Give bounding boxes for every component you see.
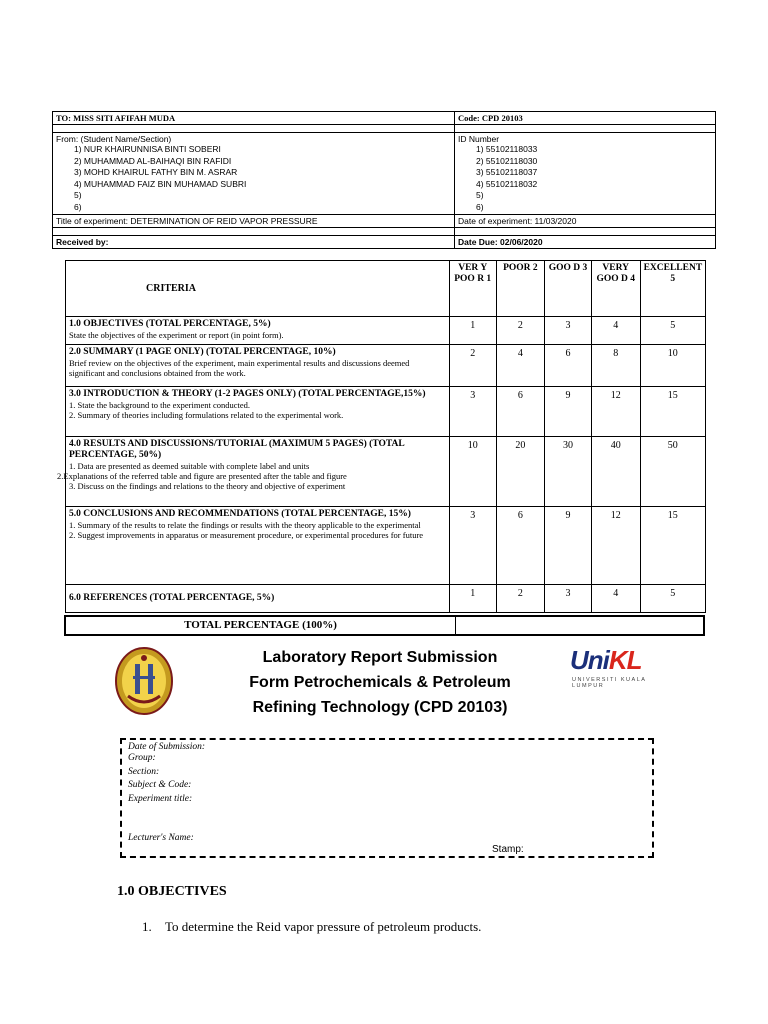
cover-title-line-1: Laboratory Report Submission [262,649,498,666]
criteria-title: 5.0 CONCLUSIONS AND RECOMMENDATIONS (TOTAL PERCENTAGE, 15%) [69,509,411,519]
criteria-header: CRITERIA [66,261,450,317]
score-cell: 10 [449,437,496,507]
score-cell: 2 [496,585,545,613]
level-header: EXCELLENT 5 [640,261,705,317]
score-cell: 40 [591,437,640,507]
student-5: 5) [74,190,82,200]
score-cell: 3 [449,387,496,437]
id-2: 2) 55102118030 [476,155,538,166]
to-field: TO: MISS SITI AFIFAH MUDA [53,112,455,125]
criteria-row [66,345,706,387]
id-5: 5) [476,190,484,200]
criteria-title: 6.0 REFERENCES (TOTAL PERCENTAGE, 5%) [69,593,275,603]
score-cell: 30 [545,437,592,507]
score-cell: 2 [449,345,496,387]
id-3: 3) 55102118037 [476,167,538,177]
score-cell: 6 [496,507,545,585]
student-2: 2) MUHAMMAD AL-BAIHAQI BIN RAFIDI [74,155,232,166]
id-4: 4) 55102118032 [476,178,538,189]
criteria-desc: 1. Data are presented as deemed suitable with complete label and units [69,461,310,471]
score-cell: 1 [449,317,496,345]
total-percentage-label: TOTAL PERCENTAGE (100%) [66,617,456,634]
score-cell: 15 [640,387,705,437]
score-cell: 20 [496,437,545,507]
cover-title-line-2: Form Petrochemicals & Petroleum [249,674,511,691]
criteria-row [66,507,706,585]
score-cell: 15 [640,507,705,585]
score-cell: 4 [591,317,640,345]
criteria-row [66,585,706,613]
score-cell: 2 [496,317,545,345]
criteria-desc: 1. Summary of the results to relate the findings or results with the theory applicable to the experimental [69,520,421,530]
date-due-field: Date Due: 02/06/2020 [455,236,716,249]
score-cell: 1 [449,585,496,613]
university-crest-logo [114,646,174,716]
level-header: VER Y POO R 1 [449,261,496,317]
marking-criteria-table [57,260,706,613]
level-header: GOO D 3 [545,261,592,317]
criteria-row [66,437,706,507]
criteria-desc: 3. Discuss on the findings and relations to the theory and objective of experiment [69,481,346,491]
form-date-label: Date of Submission: [128,742,206,752]
criteria-desc: 2. Summary of theories including formulations related to the experimental work. [69,410,344,420]
stamp-label: Stamp: [492,844,524,855]
score-cell: 4 [591,585,640,613]
cover-title-line-3: Refining Technology (CPD 20103) [252,699,508,716]
submission-form-box [120,738,654,858]
code-field: Code: CPD 20103 [455,112,716,125]
score-cell: 8 [591,345,640,387]
student-6: 6) [74,201,82,212]
objectives-heading: 1.0 OBJECTIVES [117,884,227,899]
score-cell: 50 [640,437,705,507]
objective-item: To determine the Reid vapor pressure of petroleum products. [165,919,482,934]
criteria-row [66,387,706,437]
criteria-desc: 2.Explanations of the referred table and figure are presented after the table and figure [57,471,347,481]
criteria-title: 3.0 INTRODUCTION & THEORY (1-2 PAGES ONLY) (TOTAL PERCENTAGE,15%) [69,389,426,399]
score-cell: 12 [591,387,640,437]
students-cell [53,133,455,215]
level-header: VERY GOO D 4 [591,261,640,317]
criteria-title: 1.0 OBJECTIVES (TOTAL PERCENTAGE, 5%) [69,319,271,329]
criteria-desc: 1. State the background to the experiment conducted. [69,400,251,410]
score-cell: 9 [545,507,592,585]
id-1: 1) 55102118033 [476,144,538,154]
level-header: POOR 2 [496,261,545,317]
score-cell: 3 [545,585,592,613]
criteria-title: 4.0 RESULTS AND DISCUSSIONS/TUTORIAL (MAXIMUM 5 PAGES) (TOTAL PERCENTAGE, 50%) [69,439,405,460]
form-lecturer-label: Lecturer's Name: [128,833,194,843]
ids-cell [455,133,716,215]
form-subject-label: Subject & Code: [128,780,192,790]
score-cell: 4 [496,345,545,387]
criteria-desc: State the objectives of the experiment or report (in point form). [69,330,284,340]
student-4: 4) MUHAMMAD FAIZ BIN MUHAMAD SUBRI [74,178,247,189]
experiment-date-field: Date of experiment: 11/03/2020 [455,215,716,228]
criteria-desc: Brief review on the objectives of the experiment, main experimental results and discussions deemed significant and conclusions obtained from the work. [69,358,410,378]
received-by-field: Received by: [53,236,455,249]
criteria-row [66,317,706,345]
student-3: 3) MOHD KHAIRUL FATHY BIN M. ASRAR [74,167,238,177]
id-label: ID Number [458,134,500,144]
submission-info-table [52,111,716,249]
form-experiment-label: Experiment title: [128,794,193,804]
student-1: 1) NUR KHAIRUNNISA BINTI SOBERI [74,144,221,154]
unikl-logo: UniKL UNIVERSITI KUALA LUMPUR [570,645,647,689]
score-cell: 10 [640,345,705,387]
objective-item-number: 1. [142,919,152,934]
form-section-label: Section: [128,767,160,777]
criteria-desc: 2. Suggest improvements in apparatus or measurement procedure, or experimental procedures for future [69,530,424,540]
score-cell: 3 [545,317,592,345]
criteria-title: 2.0 SUMMARY (1 PAGE ONLY) (TOTAL PERCENTAGE, 10%) [69,347,336,357]
score-cell: 9 [545,387,592,437]
total-percentage-row [64,615,705,636]
score-cell: 12 [591,507,640,585]
score-cell: 5 [640,317,705,345]
id-6: 6) [476,201,484,212]
from-label: From: (Student Name/Section) [56,134,172,144]
experiment-title-field: Title of experiment: DETERMINATION OF REID VAPOR PRESSURE [53,215,455,228]
score-cell: 3 [449,507,496,585]
score-cell: 6 [545,345,592,387]
score-cell: 6 [496,387,545,437]
score-cell: 5 [640,585,705,613]
form-group-label: Group: [128,753,156,763]
